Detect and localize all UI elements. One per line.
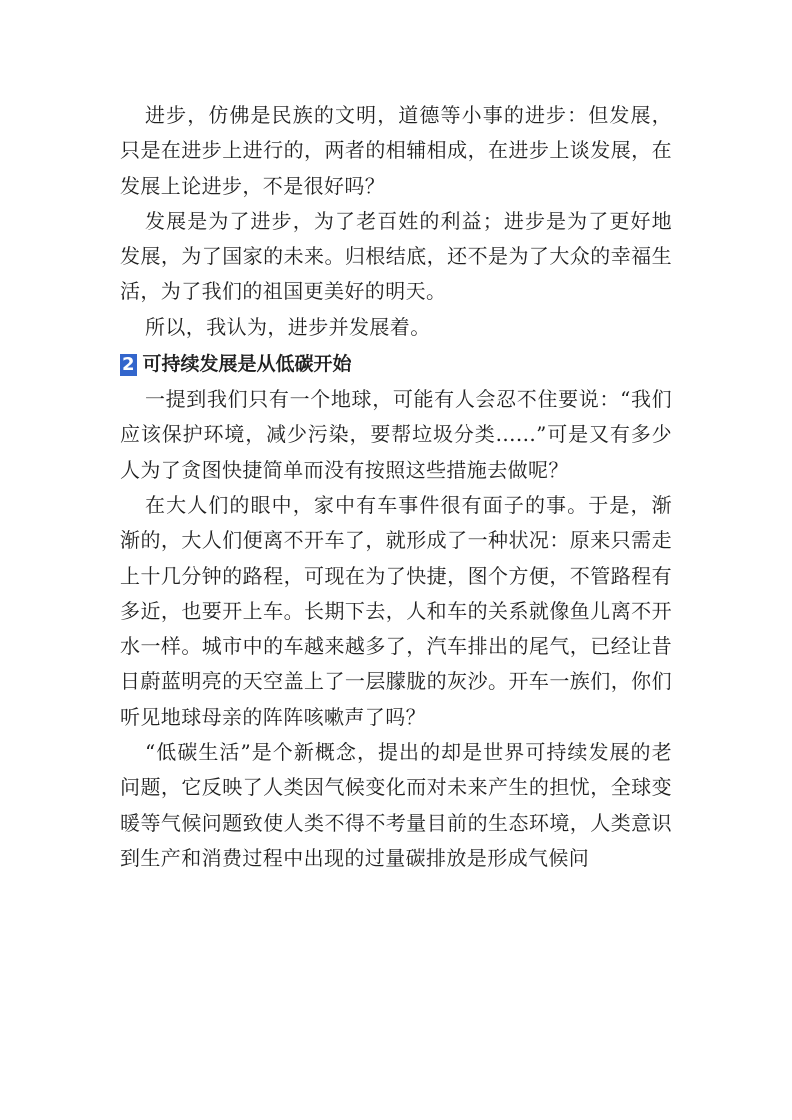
section-heading	[120, 347, 672, 382]
paragraph: 发展是为了进步，为了老百姓的利益；进步是为了更好地发展，为了国家的未来。归根结底，还不是为了大众的幸福生活，为了我们的祖国更美好的明天。	[120, 208, 672, 304]
paragraph: 一提到我们只有一个地球，可能有人会忍不住要说：“我们应该保护环境，减少污染，要帮垃圾分类......”可是又有多少人为了贪图快捷简单而没有按照这些措施去做呢？	[120, 387, 672, 482]
section-title: 可持续发展是从低碳开始	[142, 353, 352, 376]
paragraph: 在大人们的眼中，家中有车事件很有面子的事。于是，渐渐的，大人们便离不开车了，就形成了一种状况：原来只需走上十几分钟的路程，可现在为了快捷，图个方便，不管路程有多近，也要开上车。长期下去，人和车的关系就像鱼儿离不开水一样。城市中的车越来越多了，汽车排出的尾气，已经让昔日蔚蓝明亮的天空盖上了一层朦胧的灰沙。开车一族们，你们听见地球母亲的阵阵咳嗽声了吗？	[120, 492, 672, 729]
document-body	[120, 98, 672, 876]
paragraph: “低碳生活”是个新概念，提出的却是世界可持续发展的老问题，它反映了人类因气候变化而对未来产生的担忧，全球变暖等气候问题致使人类不得不考量目前的生态环境，人类意识到生产和消费过程中出现的过量碳排放是形成气候问	[120, 740, 672, 870]
paragraph: 进步，仿佛是民族的文明，道德等小事的进步：但发展，只是在进步上进行的，两者的相辅相成，在进步上谈发展，在发展上论进步，不是很好吗？	[120, 103, 672, 198]
section-number-badge: 2	[122, 353, 135, 375]
paragraph: 所以，我认为，进步并发展着。	[145, 314, 431, 339]
